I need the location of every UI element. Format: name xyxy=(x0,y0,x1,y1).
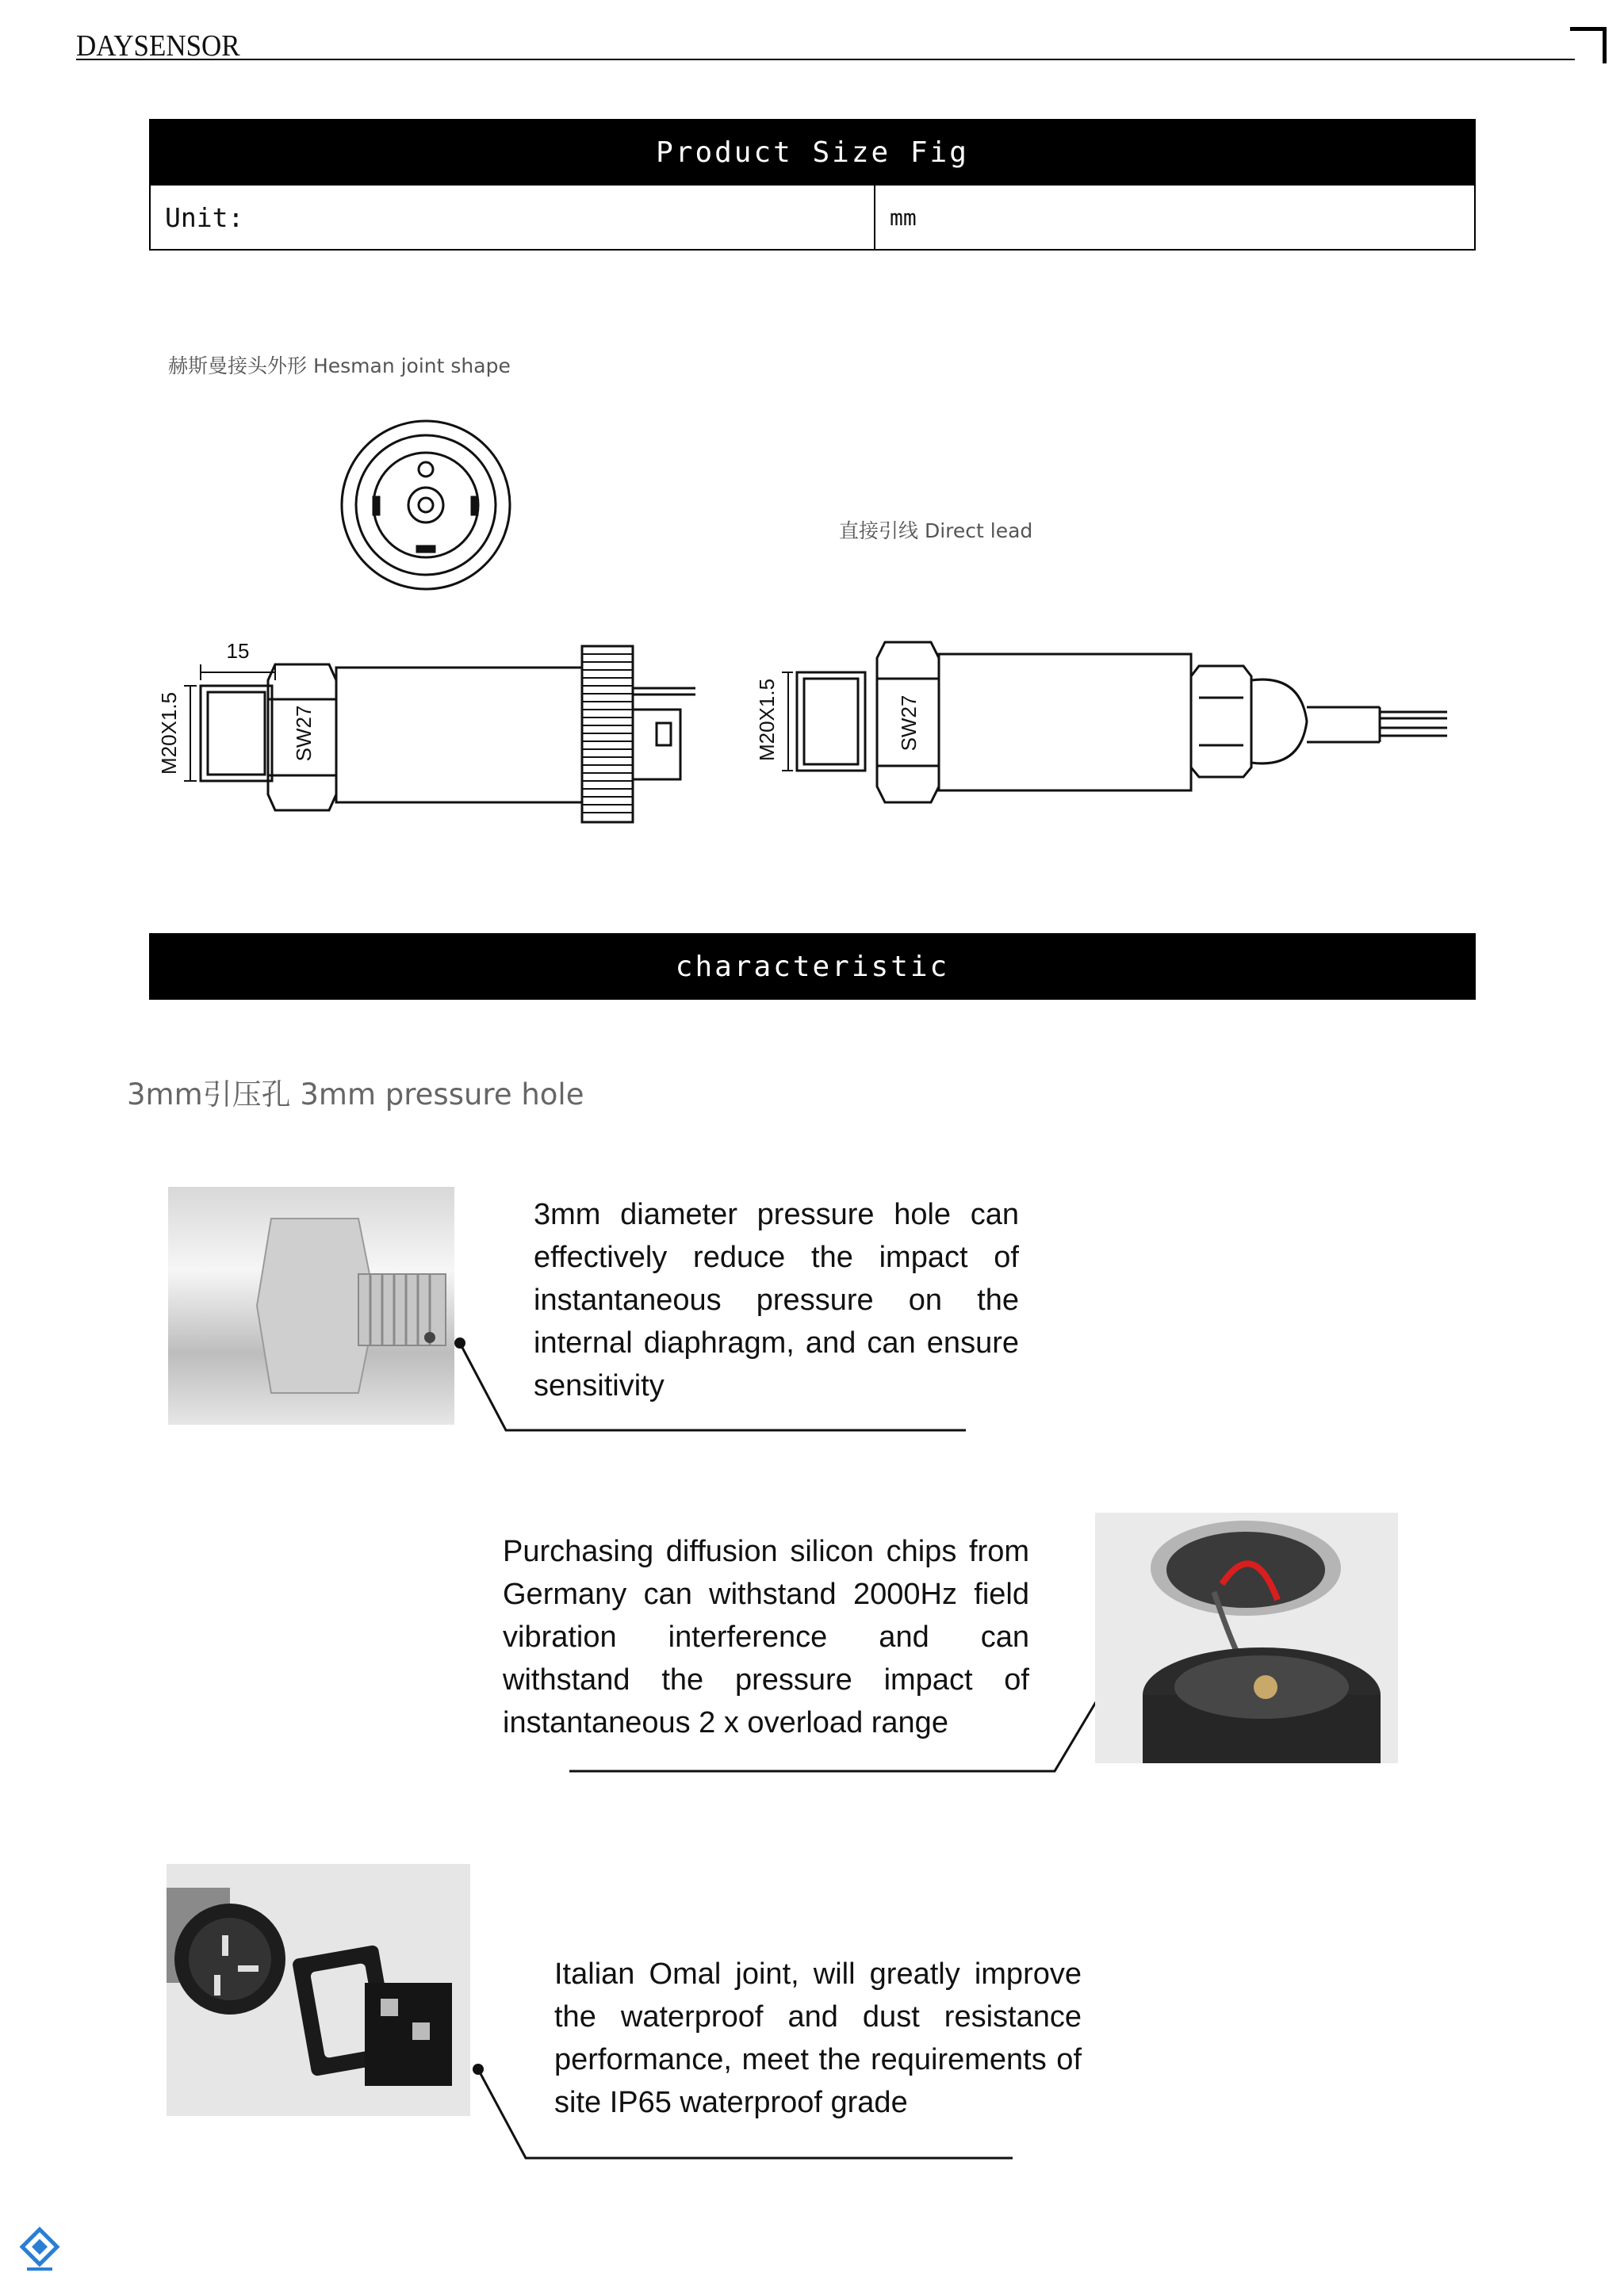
omal-joint-photo xyxy=(167,1864,470,2116)
feature-text-1: 3mm diameter pressure hole can effectively reduce the impact of instantaneous pressure on the internal diaphragm, and can ensure sensitivity xyxy=(534,1198,1019,1402)
feature-text-3: Italian Omal joint, will greatly improve the waterproof and dust resistance performance, meet the requirements of site IP65 waterproof grade xyxy=(554,1957,1082,2119)
dimension-drawing xyxy=(0,0,1624,888)
silicon-chip-photo xyxy=(1095,1513,1398,1763)
pressure-hole-subtitle: 3mm引压孔 3mm pressure hole xyxy=(127,1077,584,1112)
thread-left-label: M20X1.5 xyxy=(157,691,181,775)
characteristic-title: characteristic xyxy=(675,950,950,983)
thread-right-label: M20X1.5 xyxy=(755,678,779,762)
product-size-title: Product Size Fig xyxy=(656,136,969,169)
direct-lead-side-view xyxy=(782,642,1447,802)
unit-value: mm xyxy=(890,204,917,231)
brand-name: DAYSENSOR xyxy=(76,29,240,63)
hex-left-label: SW27 xyxy=(292,705,316,762)
dim-15-label: 15 xyxy=(226,639,250,663)
direct-lead-caption: 直接引线 Direct lead xyxy=(839,519,1033,542)
callout-line-2 xyxy=(563,1665,1118,1776)
hesman-side-view xyxy=(184,646,695,822)
unit-label: Unit: xyxy=(151,186,875,249)
company-logo-icon xyxy=(17,2226,62,2274)
connector-front-view xyxy=(342,421,510,589)
hex-right-label: SW27 xyxy=(897,695,921,752)
feature-text-2: Purchasing diffusion silicon chips from Germany can withstand 2000Hz field vibration interference and can withstand the pressure impact of instantaneous 2 x overload range xyxy=(503,1535,1029,1739)
characteristic-title-bar xyxy=(149,933,1476,1000)
hesman-caption: 赫斯曼接头外形 Hesman joint shape xyxy=(168,354,511,377)
pressure-port-photo xyxy=(168,1187,454,1425)
